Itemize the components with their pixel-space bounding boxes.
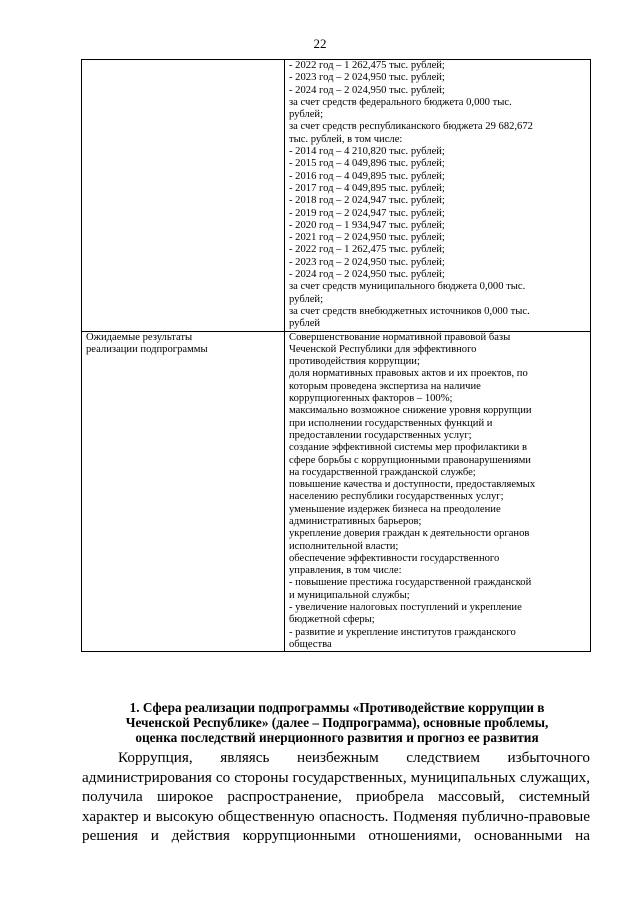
expected-result-line: противодействия коррупции; xyxy=(289,356,420,368)
expected-result-line: доля нормативных правовых актов и их проектов, по xyxy=(289,368,528,380)
table-row-expected-results xyxy=(82,331,591,652)
expected-results-value-cell xyxy=(285,331,591,652)
financing-line: за счет средств внебюджетных источников 0,000 тыс. xyxy=(289,305,530,317)
expected-results-label-cell xyxy=(82,331,285,652)
expected-result-line: населению республики государственных услуг; xyxy=(289,491,504,503)
expected-result-line: создание эффективной системы мер профилактики в xyxy=(289,442,528,454)
expected-result-line: Совершенствование нормативной правовой базы xyxy=(289,331,511,343)
expected-result-line: и муниципальной службы; xyxy=(289,589,410,601)
financing-line: - 2023 год – 2 024,950 тыс. рублей; xyxy=(289,256,445,268)
expected-results-label-line: реализации подпрограммы xyxy=(86,343,208,355)
expected-result-line: повышение качества и доступности, предоставляемых xyxy=(289,479,536,491)
financing-line: - 2017 год – 4 049,895 тыс. рублей; xyxy=(289,182,445,194)
expected-result-line: обеспечение эффективности государственного xyxy=(289,552,500,564)
body-line: Коррупция, являясь неизбежным следствием избыточного xyxy=(118,749,590,766)
financing-line: за счет средств республиканского бюджета 29 682,672 xyxy=(289,121,533,133)
expected-result-line: уменьшение издержек бизнеса на преодоление xyxy=(289,503,501,515)
financing-line: - 2022 год – 1 262,475 тыс. рублей; xyxy=(289,244,445,256)
expected-result-line: общества xyxy=(289,638,332,650)
financing-line: - 2022 год – 1 262,475 тыс. рублей; xyxy=(289,60,445,71)
expected-result-line: Чеченской Республики для эффективного xyxy=(289,343,477,355)
expected-result-line: исполнительной власти; xyxy=(289,540,399,552)
expected-result-line: при исполнении государственных функций и xyxy=(289,417,493,429)
section-heading-line: оценка последствий инерционного развития и прогноз ее развития xyxy=(135,729,539,745)
expected-result-line: управления, в том числе: xyxy=(289,565,402,577)
financing-value-cell xyxy=(285,60,591,332)
expected-result-line: административных барьеров; xyxy=(289,515,422,527)
body-line: получила широкое распространение, приобрела массовый, системный xyxy=(82,788,590,806)
section-body-paragraph xyxy=(82,748,590,846)
financing-line: - 2020 год – 1 934,947 тыс. рублей; xyxy=(289,219,445,231)
financing-line: - 2024 год – 2 024,950 тыс. рублей; xyxy=(289,269,445,281)
financing-line: - 2019 год – 2 024,947 тыс. рублей; xyxy=(289,207,445,219)
section-heading xyxy=(82,701,592,745)
financing-label-cell xyxy=(82,60,285,332)
body-line: решения и действия коррупционными отношениями, основанными на xyxy=(82,827,590,845)
expected-results-label-line: Ожидаемые результаты xyxy=(86,331,193,343)
expected-result-line: - развитие и укрепление институтов гражданского xyxy=(289,626,516,638)
financing-line: рублей xyxy=(289,318,321,330)
financing-line: тыс. рублей, в том числе: xyxy=(289,133,403,145)
section-heading-line: 1. Сфера реализации подпрограммы «Противодействие коррупции в xyxy=(129,700,545,715)
expected-result-line: на государственной гражданской службе; xyxy=(289,466,476,478)
expected-result-line: коррупциогенных факторов – 100%; xyxy=(289,393,453,405)
page-number: 22 xyxy=(313,36,327,51)
expected-result-line: - повышение престижа государственной гражданской xyxy=(289,577,532,589)
financing-line: - 2021 год – 2 024,950 тыс. рублей; xyxy=(289,232,445,244)
financing-line: рублей; xyxy=(289,293,324,305)
table-row-financing xyxy=(82,60,591,332)
financing-line: - 2023 год – 2 024,950 тыс. рублей; xyxy=(289,72,445,84)
subprogram-passport-table xyxy=(81,59,591,652)
financing-line: - 2016 год – 4 049,895 тыс. рублей; xyxy=(289,170,445,182)
financing-line: - 2014 год – 4 210,820 тыс. рублей; xyxy=(289,146,445,158)
financing-line: - 2018 год – 2 024,947 тыс. рублей; xyxy=(289,195,445,207)
financing-line: - 2024 год – 2 024,950 тыс. рублей; xyxy=(289,84,445,96)
financing-line: за счет средств федерального бюджета 0,000 тыс. xyxy=(289,96,512,108)
expected-result-line: максимально возможное снижение уровня коррупции xyxy=(289,405,532,417)
financing-line: рублей; xyxy=(289,109,324,121)
financing-line: за счет средств муниципального бюджета 0,000 тыс. xyxy=(289,281,526,293)
expected-result-line: сфере борьбы с коррупционными правонарушениями xyxy=(289,454,531,466)
expected-result-line: которым проведена экспертиза на наличие xyxy=(289,380,481,392)
section-heading-line: Чеченской Республике» (далее – Подпрограмма), основные проблемы, xyxy=(125,714,549,730)
body-line: администрирования со стороны государственных, муниципальных служащих, xyxy=(82,768,590,786)
expected-result-line: бюджетной сферы; xyxy=(289,614,375,626)
expected-result-line: предоставлении государственных услуг; xyxy=(289,429,472,441)
financing-line: - 2015 год – 4 049,896 тыс. рублей; xyxy=(289,158,445,170)
expected-result-line: - увеличение налоговых поступлений и укрепление xyxy=(289,602,522,614)
expected-result-line: укрепление доверия граждан к деятельности органов xyxy=(289,528,530,540)
body-line: характер и высокую общественную опасность. Подменяя публично-правовые xyxy=(82,807,590,825)
